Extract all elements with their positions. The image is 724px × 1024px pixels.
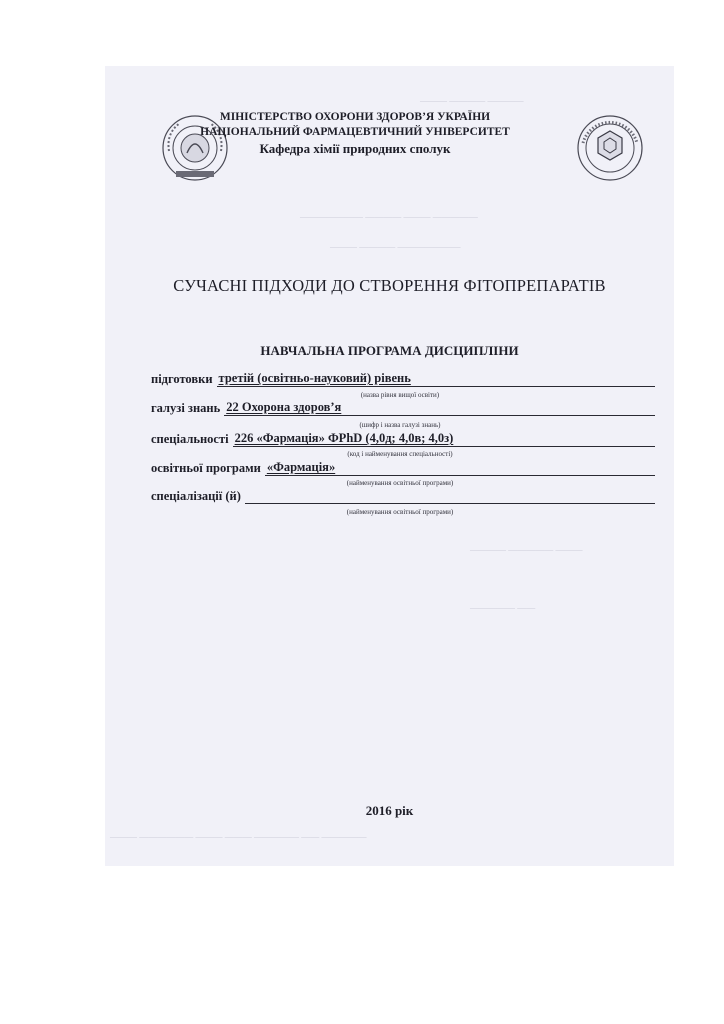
field-value xyxy=(245,503,655,504)
field-caption: (найменування освітньої програми) xyxy=(346,479,454,487)
field-value: 22 Охорона здоров’я xyxy=(224,400,655,416)
field-value: «Фармація» xyxy=(265,460,655,476)
field-label: галузі знань xyxy=(151,401,221,415)
field-caption: (найменування освітньої програми) xyxy=(346,508,454,516)
field-specialization xyxy=(151,488,655,504)
program-subtitle: НАВЧАЛЬНА ПРОГРАМА ДИСЦИПЛІНИ xyxy=(260,343,519,358)
field-value: 226 «Фармація» ФPhD (4,0д; 4,0в; 4,0з) xyxy=(233,431,655,447)
bleed-through-text: ——— ———— ———— xyxy=(420,96,524,106)
field-specialty xyxy=(151,431,655,447)
field-caption: (шифр і назва галузі знань) xyxy=(359,421,441,429)
department-heading: Кафедра хімії природних сполук xyxy=(259,141,451,156)
bleed-through-text: ——————— ———— ——— ————— xyxy=(300,212,478,222)
bleed-through-text: ——— ———— ——————— xyxy=(330,242,461,252)
field-educational-program xyxy=(151,460,655,476)
bleed-through-text: ———— ————— ——— xyxy=(470,545,583,555)
field-label: спеціалізації (й) xyxy=(151,489,241,503)
field-caption: (код і найменування спеціальності) xyxy=(347,450,453,458)
field-label: спеціальності xyxy=(151,432,229,446)
discipline-title: СУЧАСНІ ПІДХОДИ ДО СТВОРЕННЯ ФІТОПРЕПАРАТІВ xyxy=(173,276,606,295)
bleed-through-text: ——— —————— ——— ——— ————— —— ————— xyxy=(110,832,367,842)
document-year: 2016 рік xyxy=(365,803,414,818)
field-value: третій (освітньо-науковий) рівень xyxy=(217,371,655,387)
field-caption: (назва рівня вищої освіти) xyxy=(360,391,440,399)
bleed-through-text: ————— —— xyxy=(470,603,536,613)
department-emblem-icon xyxy=(575,113,645,183)
university-heading: НАЦІОНАЛЬНИЙ ФАРМАЦЕВТИЧНИЙ УНІВЕРСИТЕТ xyxy=(200,126,510,138)
field-label: підготовки xyxy=(151,372,213,386)
field-knowledge-area xyxy=(151,400,655,416)
field-level xyxy=(151,371,655,387)
ministry-heading: МІНІСТЕРСТВО ОХОРОНИ ЗДОРОВ’Я УКРАЇНИ xyxy=(219,111,491,123)
field-label: освітньої програми xyxy=(151,461,261,475)
